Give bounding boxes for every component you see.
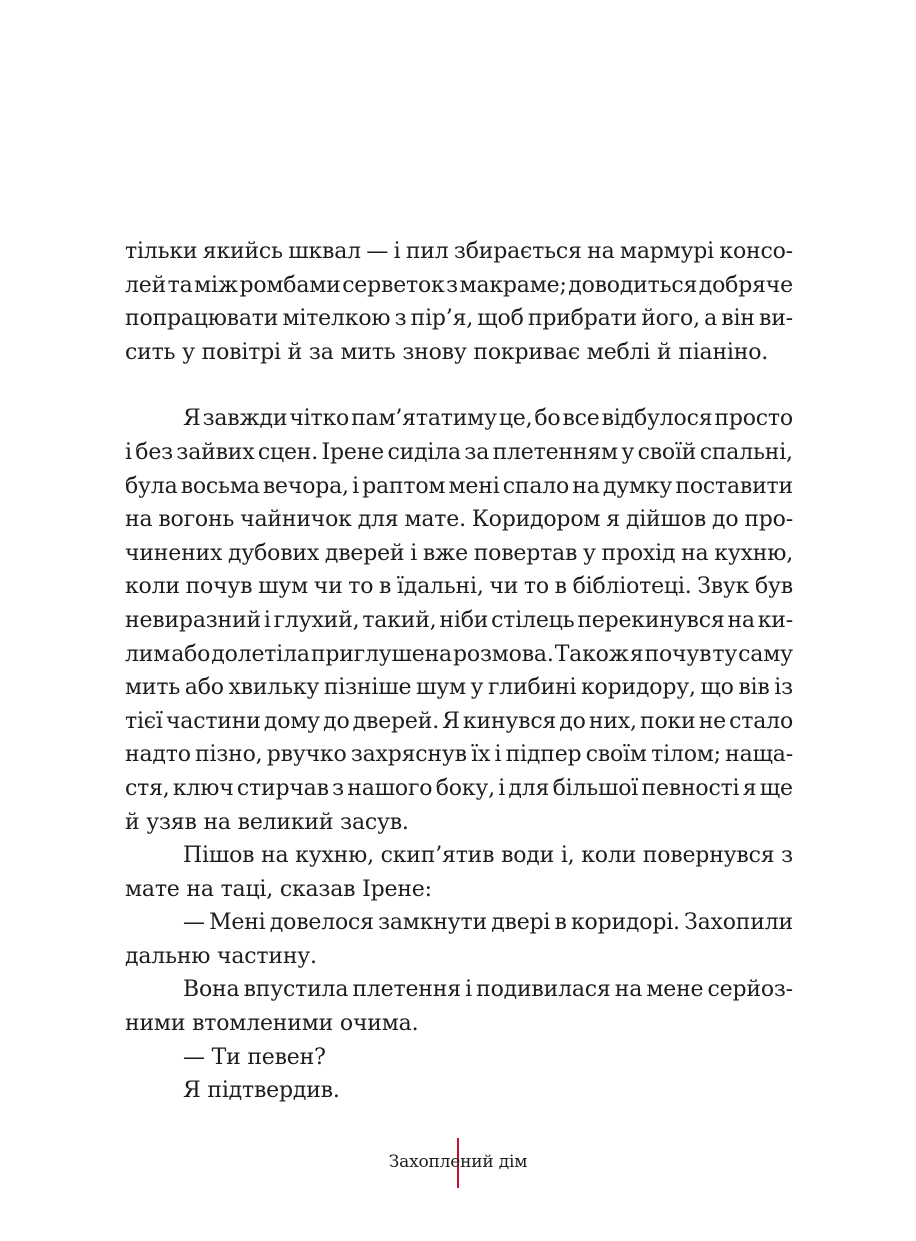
text-line: надто пізно, рвучко захряснув їх і підпер своїм тілом; наща- — [125, 742, 793, 768]
text-line: була восьма вечора, і раптом мені спало на думку поставити — [125, 473, 793, 499]
text-line: Я підтвердив. — [183, 1078, 340, 1104]
paragraph — [125, 1041, 793, 1075]
paragraph — [125, 235, 793, 369]
text-line: дальню частину. — [125, 943, 317, 969]
text-line: лей та між ромбами серветок з макраме; доводиться добряче — [125, 272, 793, 298]
paragraph — [125, 402, 793, 839]
paragraph — [125, 1074, 793, 1108]
text-line: тієї частини дому до дверей. Я кинувся до них, поки не стало — [125, 708, 793, 734]
text-line: тільки якийсь шквал — і пил збирається на мармурі консо- — [125, 239, 793, 264]
text-line: і без зайвих сцен. Ірене сиділа за плетенням у своїй спальні, — [125, 439, 793, 465]
text-line: попрацювати мітелкою з пір’я, щоб прибрати його, а він ви- — [125, 306, 793, 332]
paragraph — [125, 973, 793, 1040]
text-line: — Ти певен? — [183, 1044, 326, 1070]
text-line: мить або хвильку пізніше шум у глибині коридору, що вів із — [125, 675, 793, 701]
text-line: Пішов на кухню, скип’ятив води і, коли повернувся з — [183, 843, 793, 869]
text-line: Вона впустила плетення і подивилася на мене серйоз- — [183, 977, 793, 1003]
text-line: коли почув шум чи то в їдальні, чи то в бібліотеці. Звук був — [125, 574, 793, 600]
text-line: на вогонь чайничок для мате. Коридором я дійшов до про- — [125, 507, 793, 533]
text-line: невиразний і глухий, такий, ніби стілець перекинувся на ки- — [125, 607, 793, 633]
body-text — [125, 235, 793, 1108]
running-footer-title: Захоплений дім — [388, 1152, 528, 1172]
text-line: ними втомленими очима. — [125, 1011, 419, 1037]
text-line: — Мені довелося замкнути двері в коридорі. Захопили — [183, 910, 793, 936]
text-line: сить у повітрі й за мить знову покриває меблі й піаніно. — [125, 339, 769, 365]
text-line: й узяв на великий засув. — [125, 809, 409, 835]
text-line: мате на таці, сказав Ірене: — [125, 876, 432, 902]
paragraph — [125, 839, 793, 906]
paragraph — [125, 906, 793, 973]
paragraph-gap — [125, 369, 793, 402]
text-line: лим або долетіла приглушена розмова. Також я почув ту саму — [125, 641, 793, 667]
text-line: чинених дубових дверей і вже повертав у прохід на кухню, — [125, 540, 793, 566]
text-line: стя, ключ стирчав з нашого боку, і для більшої певності я ще — [125, 775, 793, 801]
text-line: Я завжди чітко пам’ятатиму це, бо все відбулося просто — [183, 406, 793, 432]
